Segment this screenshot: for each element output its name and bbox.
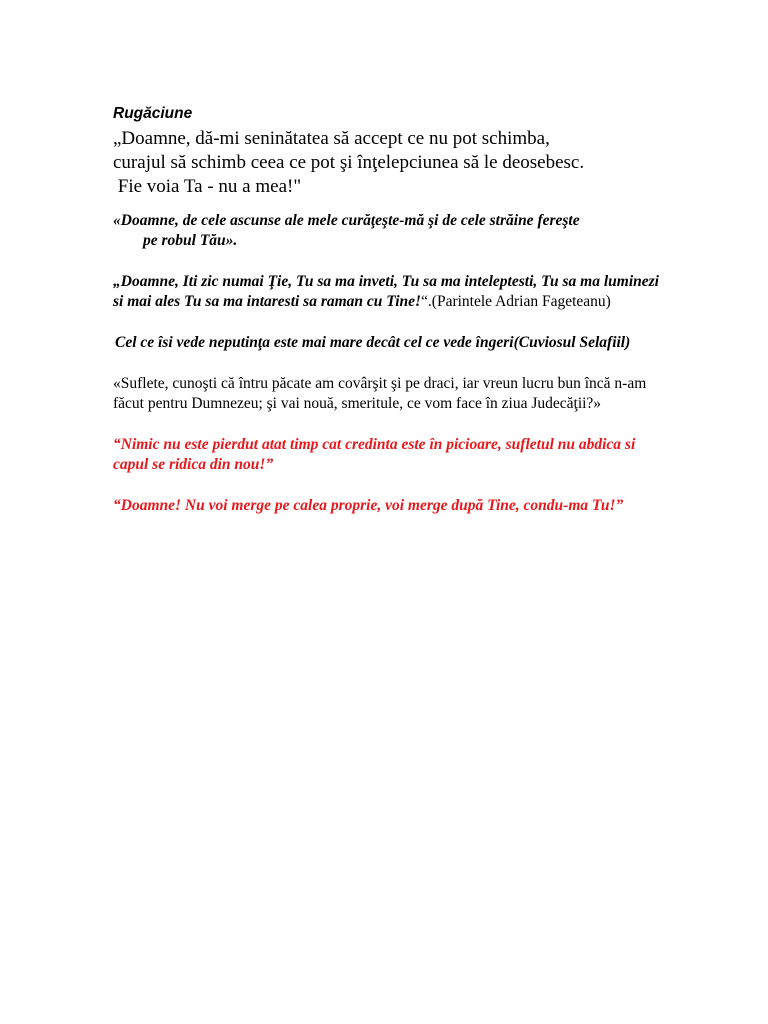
document-body xyxy=(113,103,673,537)
quote-selafiil: Cel ce îsi vede neputinţa este mai mare decât cel ce vede îngeri(Cuviosul Selafiil) xyxy=(115,334,631,351)
quote-nothing-lost: “Nimic nu este pierdut atat timp cat credinta este în picioare, sufletul nu abdica si capul se ridica din nou!” xyxy=(113,436,636,473)
prayer-line-1: „Doamne, dă-mi seninătatea să accept ce nu pot schimba, xyxy=(113,128,550,149)
quote-hidden-sins-line-1: «Doamne, de cele ascunse ale mele curăţeşte-mă şi de cele străine fereşte xyxy=(113,212,580,229)
prayer-line-3: Fie voia Ta - nu a mea!" xyxy=(113,176,302,197)
prayer-line-2: curajul să schimb ceea ce pot şi înţelepciunea să le deosebesc. xyxy=(113,152,585,173)
quote-soul: «Suflete, cunoşti că întru păcate am covârşit şi pe draci, iar vreun lucru bun încă n-am făcut pentru Dumnezeu; şi vai nouă, smeritule, ce vom face în ziua Judecăţii?» xyxy=(113,375,647,412)
serenity-prayer xyxy=(113,127,673,199)
quote-hidden-sins-line-2: pe robul Tău». xyxy=(143,232,238,249)
document-title: Rugăciune xyxy=(113,105,193,122)
quote-fageteanu xyxy=(113,272,673,312)
quote-fageteanu-attribution: “.(Parintele Adrian Fageteanu) xyxy=(421,293,611,310)
quote-fageteanu-text: „Doamne, Iti zic numai Ţie, Tu sa ma inveti, Tu sa ma inteleptesti, Tu sa ma luminezi si mai ales Tu sa ma intaresti sa raman cu Tine! xyxy=(113,273,659,310)
quote-hidden-sins xyxy=(113,211,673,251)
quote-follow-you: “Doamne! Nu voi merge pe calea proprie, voi merge după Tine, condu-ma Tu!” xyxy=(113,497,624,514)
